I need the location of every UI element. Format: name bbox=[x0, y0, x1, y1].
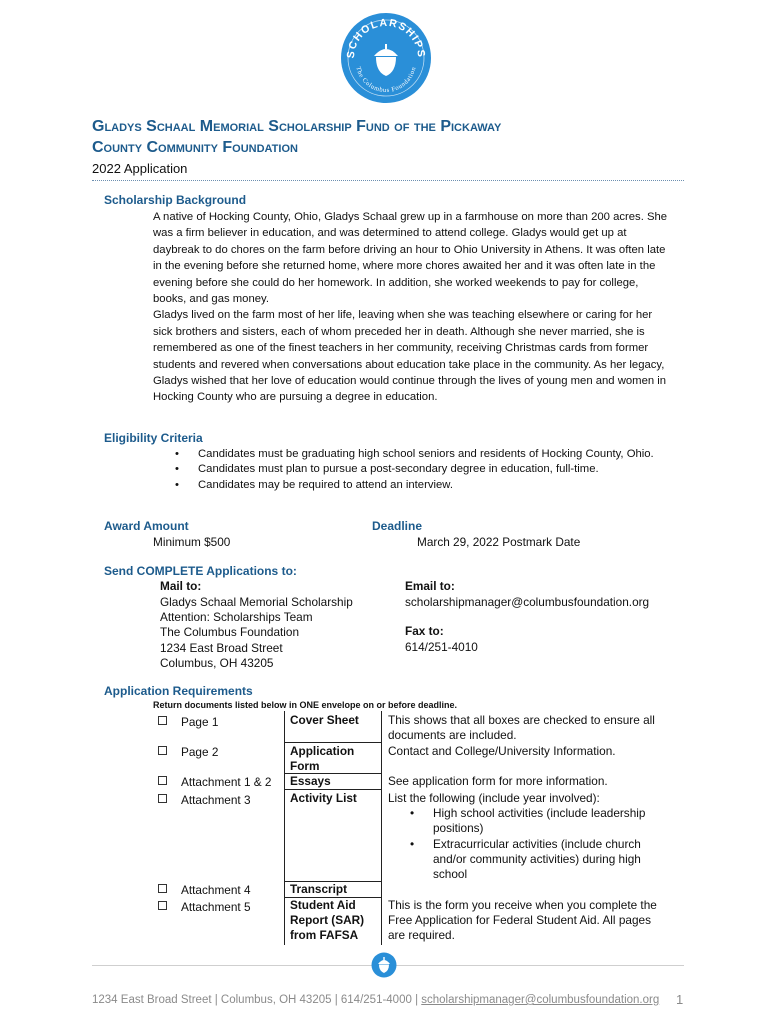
document-subtitle: 2022 Application bbox=[92, 161, 188, 176]
table-divider bbox=[284, 789, 382, 790]
requirements-note: Return documents listed below in ONE envelope on or before deadline. bbox=[153, 700, 458, 710]
row-description: See application form for more information. bbox=[388, 774, 608, 788]
table-row bbox=[158, 775, 272, 789]
eligibility-item: • Candidates must be graduating high school seniors and residents of Hocking County, Ohio. bbox=[175, 447, 665, 462]
checkbox-icon[interactable] bbox=[158, 716, 167, 725]
row-page: Attachment 1 & 2 bbox=[181, 775, 272, 789]
row-page: Attachment 4 bbox=[181, 883, 251, 897]
page-number: 1 bbox=[676, 992, 684, 1007]
row-description: List the following (include year involved): • High school activities (include leadership positions) • Extracurricular activities (include church and/or community activities) during high school bbox=[388, 791, 673, 882]
table-divider bbox=[284, 711, 285, 945]
document-title: Gladys Schaal Memorial Scholarship Fund of the Pickaway County Community Foundation bbox=[92, 118, 502, 156]
mail-address-line: 1234 East Broad Street bbox=[160, 640, 283, 655]
table-row bbox=[158, 745, 218, 759]
activity-bullet: • Extracurricular activities (include church and/or community activities) during high school bbox=[388, 837, 673, 883]
svg-text:The Columbus Foundation: The Columbus Foundation bbox=[354, 65, 418, 95]
row-item: Cover Sheet bbox=[290, 713, 359, 727]
row-page: Page 1 bbox=[181, 715, 219, 729]
requirements-heading: Application Requirements bbox=[104, 684, 253, 698]
mail-label: Mail to: bbox=[160, 579, 202, 593]
checkbox-icon[interactable] bbox=[158, 794, 167, 803]
background-heading: Scholarship Background bbox=[104, 193, 247, 207]
row-item: Essays bbox=[290, 774, 331, 788]
table-divider bbox=[284, 742, 382, 743]
checkbox-icon[interactable] bbox=[158, 776, 167, 785]
footer-text bbox=[92, 994, 692, 1006]
email-address[interactable]: scholarshipmanager@columbusfoundation.org bbox=[405, 595, 650, 609]
eligibility-heading: Eligibility Criteria bbox=[104, 431, 203, 445]
svg-text:SCHOLARSHIPS: SCHOLARSHIPS bbox=[344, 16, 428, 59]
background-paragraph-2: Gladys lived on the farm most of her life, leaving when she was teaching elsewhere or caring for her sick brothers and sisters, each of whom preceded her in death. Although she never married, she is remembered as one of the finest teachers in her community, receiving Christmas cards from former students and revered when conversations about education take place in the community. As her legacy, Gladys wished that her love of education would continue through the lives of young men and women in Hocking County who are pursuing a degree in education. bbox=[153, 309, 667, 404]
table-divider bbox=[381, 711, 382, 945]
row-description: This shows that all boxes are checked to ensure all documents are included. bbox=[388, 713, 655, 743]
fax-label: Fax to: bbox=[405, 624, 444, 638]
send-heading: Send COMPLETE Applications to: bbox=[104, 564, 297, 578]
footer-email-link[interactable]: scholarshipmanager@columbusfoundation.org bbox=[421, 994, 660, 1006]
row-description: This is the form you receive when you complete the Free Application for Federal Student Aid. All pages are required. bbox=[388, 898, 657, 943]
row-item: Application Form bbox=[290, 744, 355, 774]
award-heading: Award Amount bbox=[104, 519, 189, 533]
mail-address-line: The Columbus Foundation bbox=[160, 625, 300, 640]
eligibility-item: • Candidates may be required to attend an interview. bbox=[175, 478, 665, 493]
footer-address: 1234 East Broad Street | Columbus, OH 43205 | 614/251-4000 | bbox=[92, 994, 422, 1006]
acorn-icon bbox=[371, 952, 397, 978]
row-item: Transcript bbox=[290, 882, 348, 896]
mail-address-line: Columbus, OH 43205 bbox=[160, 655, 274, 670]
row-page: Page 2 bbox=[181, 745, 219, 759]
mail-address-line: Gladys Schaal Memorial Scholarship bbox=[160, 595, 353, 609]
checkbox-icon[interactable] bbox=[158, 746, 167, 755]
deadline-value: March 29, 2022 Postmark Date bbox=[417, 535, 581, 549]
eligibility-item: • Candidates must plan to pursue a post-secondary degree in education, full-time. bbox=[175, 462, 665, 477]
mail-address-line: Attention: Scholarships Team bbox=[160, 610, 313, 625]
table-row bbox=[158, 793, 251, 807]
table-row bbox=[158, 883, 251, 897]
row-description: Contact and College/University Information. bbox=[388, 744, 616, 758]
row-item: Activity List bbox=[290, 791, 357, 805]
row-item: Student Aid Report (SAR) from FAFSA bbox=[290, 898, 365, 943]
checkbox-icon[interactable] bbox=[158, 884, 167, 893]
row-page: Attachment 3 bbox=[181, 793, 251, 807]
row-page: Attachment 5 bbox=[181, 900, 251, 914]
table-row bbox=[158, 715, 218, 729]
deadline-heading: Deadline bbox=[372, 519, 423, 533]
background-paragraph-1: A native of Hocking County, Ohio, Gladys Schaal grew up in a farmhouse on more than 200 acres. She was a firm believer in education, and was determined to attend college. Gladys would get up at daybreak to do chores on the farm before driving an hour to Ohio University in Athens. It was often late in the evening before she returned home, where more chores awaited her and it was often late in the evening before she could do her homework. In addition, she worked weekends to pay for college, books, and gas money. bbox=[153, 211, 668, 306]
email-label: Email to: bbox=[405, 579, 455, 593]
checkbox-icon[interactable] bbox=[158, 901, 167, 910]
table-row bbox=[158, 900, 251, 914]
fax-number: 614/251-4010 bbox=[405, 640, 478, 654]
activity-bullet: • High school activities (include leadership positions) bbox=[388, 806, 673, 836]
award-value: Minimum $500 bbox=[153, 535, 231, 549]
